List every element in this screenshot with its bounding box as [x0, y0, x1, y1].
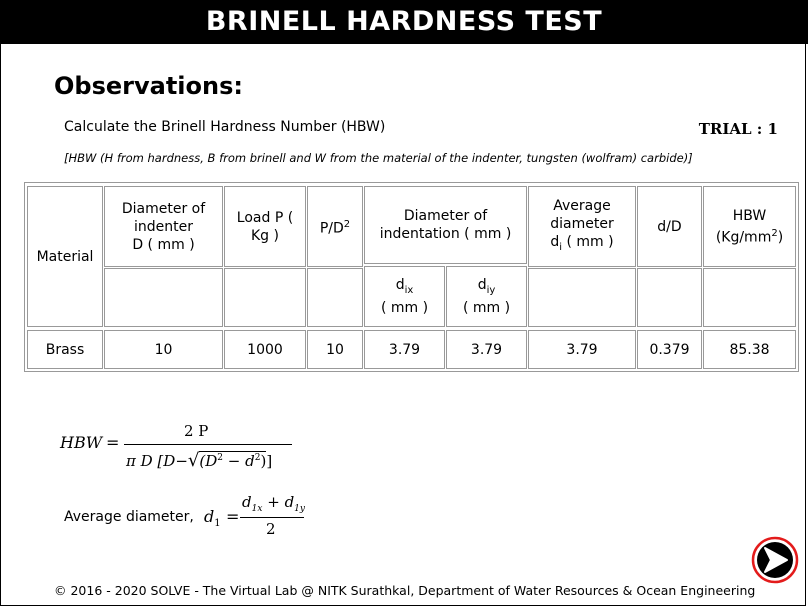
header-average-sub: i — [559, 241, 563, 253]
title-bar — [0, 0, 808, 44]
average-diameter-formula — [64, 492, 324, 542]
header-dix-unit: ( mm ) — [380, 300, 429, 317]
sqrt-symbol: √ — [187, 450, 200, 471]
cell-diy: 3.79 — [446, 330, 527, 369]
avg-num-sub2: 1y — [294, 504, 305, 514]
header-dix-d: d — [395, 276, 405, 293]
average-formula-denominator: 2 — [266, 520, 276, 538]
sqrt-content — [199, 451, 266, 470]
header-hbw-close: ) — [777, 229, 784, 246]
header-diameter-indentation-line2: indentation ( mm ) — [379, 226, 512, 242]
sqrt-body: (D — [199, 452, 218, 470]
instruction-text: Calculate the Brinell Hardness Number (HBW) — [64, 119, 386, 135]
footer-copyright: © 2016 - 2020 SOLVE - The Virtual Lab @ NITK Surathkal, Department of Water Resources & Ocean Engineering — [54, 583, 756, 598]
average-formula-equals: = — [226, 507, 240, 526]
avg-num-d2: d — [284, 493, 295, 511]
sqrt-close: ) — [260, 452, 267, 470]
header-dD-empty — [637, 268, 702, 327]
header-hbw — [703, 186, 796, 267]
header-dix-sub: ix — [404, 284, 414, 296]
header-diameter-indenter-line3: D ( mm ) — [132, 236, 195, 253]
sqrt-sup2: 2 — [254, 453, 261, 463]
header-material-label: Material — [36, 248, 94, 265]
header-hbw-unit: (Kg/mm — [715, 229, 772, 246]
arrow-right-circle-icon — [751, 536, 799, 584]
header-pd2-label — [320, 216, 350, 238]
header-diameter-indenter-line1: Diameter of — [121, 200, 206, 217]
header-diy-d: d — [477, 276, 487, 293]
formula-equals: = — [106, 433, 120, 452]
cell-load: 1000 — [224, 330, 306, 369]
header-average-empty — [528, 268, 636, 327]
header-diy-unit: ( mm ) — [462, 300, 511, 317]
formula-hbw-lhs: HBW — [60, 433, 103, 452]
header-diameter-indentation-line1: Diameter of — [403, 208, 488, 224]
average-formula-numerator — [242, 493, 305, 514]
header-hbw-empty — [703, 268, 796, 327]
formula-numerator: 2 P — [184, 422, 209, 440]
header-average-line2: diameter — [550, 215, 614, 232]
hbw-formula — [60, 420, 320, 480]
cell-indenter-diameter: 10 — [104, 330, 223, 369]
header-pd2-empty — [307, 268, 363, 327]
avg-num-plus: + — [267, 493, 280, 511]
cell-dD: 0.379 — [637, 330, 702, 369]
observations-heading: Observations: — [54, 72, 243, 100]
header-diameter-indentation — [364, 186, 527, 264]
header-load-line2: Kg ) — [251, 227, 279, 244]
avg-lhs-sub: 1 — [214, 518, 221, 530]
hbw-note: [HBW (H from hardness, B from brinell and W from the material of the indenter, tungsten (wolfram) carbide)] — [64, 151, 693, 165]
header-average-unit: ( mm ) — [562, 233, 614, 250]
cell-pd2: 10 — [307, 330, 363, 369]
cell-average-diameter: 3.79 — [528, 330, 636, 369]
header-load-empty — [224, 268, 306, 327]
sqrt-minus: − d — [223, 452, 255, 470]
header-pd2 — [307, 186, 363, 267]
header-dix — [364, 266, 445, 327]
cell-dix: 3.79 — [364, 330, 445, 369]
header-load — [224, 186, 306, 267]
header-diameter-indenter-line2: indenter — [134, 218, 193, 235]
header-diameter-indenter-empty — [104, 268, 223, 327]
header-material — [27, 186, 103, 327]
formula-pi: π — [126, 452, 136, 470]
header-average-line3 — [550, 233, 613, 257]
header-average-line1: Average — [553, 197, 611, 214]
sqrt-sup1: 2 — [217, 453, 223, 463]
formula-fraction-bar — [124, 444, 292, 445]
header-pd-sup: 2 — [343, 218, 351, 230]
page-title: BRINELL HARDNESS TEST — [205, 6, 603, 37]
observation-table — [24, 182, 799, 372]
header-pd-text: P/D — [319, 220, 344, 237]
header-hbw-label: HBW — [732, 207, 767, 224]
average-formula-label: Average diameter, — [64, 509, 194, 525]
trial-label: TRIAL : 1 — [698, 120, 778, 138]
header-diy-sub: iy — [486, 284, 496, 296]
header-diy — [446, 266, 527, 327]
formula-denominator-rest: D [D− — [140, 452, 188, 470]
header-dix-label — [396, 276, 414, 300]
header-average-diameter — [528, 186, 636, 267]
cell-material: Brass — [27, 330, 103, 369]
avg-lhs-d: d — [204, 507, 215, 526]
average-fraction-bar — [240, 517, 304, 518]
header-load-line1: Load P ( — [236, 209, 294, 226]
header-average-d: d — [550, 233, 560, 250]
next-button[interactable] — [751, 536, 799, 584]
formula-close-bracket: ] — [266, 452, 273, 470]
header-hbw-unit-wrap — [716, 225, 783, 247]
cell-hbw: 85.38 — [703, 330, 796, 369]
formula-denominator — [126, 450, 272, 471]
avg-num-d1: d — [242, 493, 252, 511]
header-diy-label — [478, 276, 496, 300]
avg-num-sub1: 1x — [251, 504, 263, 514]
header-diameter-indenter — [104, 186, 223, 267]
header-dD-label: d/D — [657, 218, 682, 235]
header-hbw-sup: 2 — [771, 227, 778, 239]
average-formula-lhs — [204, 507, 221, 529]
header-dD — [637, 186, 702, 267]
